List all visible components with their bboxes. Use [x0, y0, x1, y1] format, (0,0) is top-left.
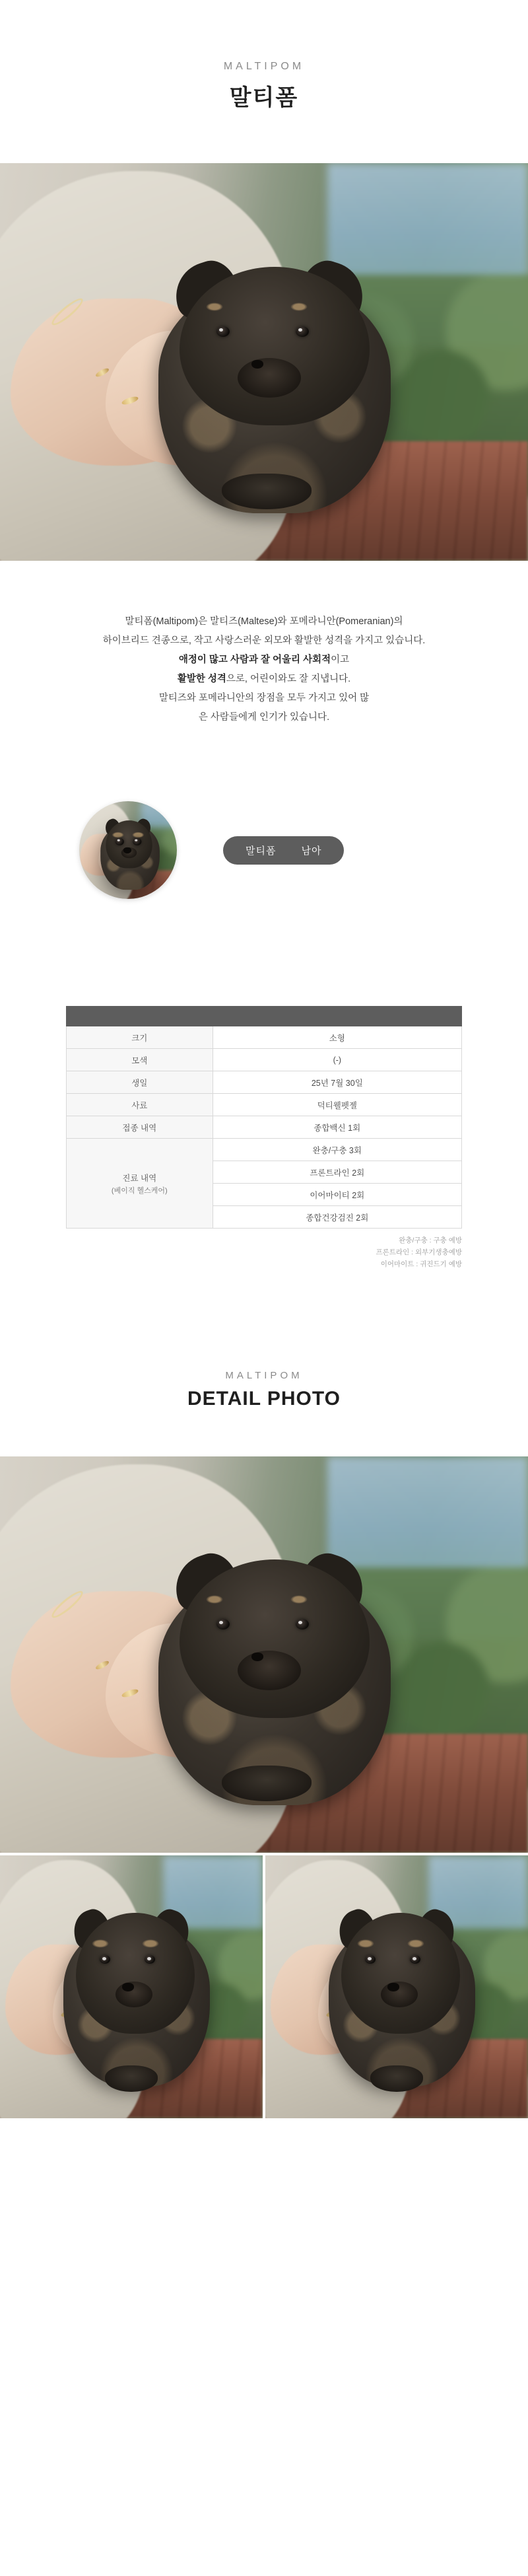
page-title-block — [0, 0, 528, 163]
description-line-4 — [40, 670, 488, 689]
detail-photo-large — [0, 1456, 528, 1853]
table-row-value: 종합백신 1회 — [213, 1116, 461, 1139]
hero-photo — [0, 163, 528, 561]
detail-title: DETAIL PHOTO — [187, 1387, 341, 1410]
table-row-label: 접종 내역 — [67, 1116, 213, 1139]
breed-description — [0, 561, 528, 727]
table-footnote — [66, 1235, 462, 1271]
table-row-label: 사료 — [67, 1094, 213, 1116]
table-row-value: 소형 — [213, 1026, 461, 1049]
detail-photo-left-image — [0, 1855, 263, 2118]
profile-name-tag — [223, 836, 344, 865]
table-header-col-2 — [213, 1007, 461, 1026]
avatar-photo-image — [79, 801, 177, 899]
table-header-col-1 — [67, 1007, 213, 1026]
info-table-wrap — [66, 1006, 462, 1229]
description-line-4-bold: 활발한 성격 — [177, 674, 226, 684]
table-row-value: 프론트라인 2회 — [213, 1161, 461, 1184]
detail-photo-row — [0, 1855, 528, 2118]
table-row — [67, 1049, 462, 1071]
detail-photo-right — [265, 1855, 528, 2118]
detail-eyebrow: MALTIPOM — [225, 1369, 303, 1381]
info-table-body — [67, 1026, 462, 1229]
table-row-value: (-) — [213, 1049, 461, 1071]
profile-gender-label: 남아 — [301, 845, 322, 857]
description-line-6: 은 사람들에게 인기가 있습니다. — [198, 712, 330, 723]
info-table-head — [67, 1007, 462, 1026]
detail-photo-large-image — [0, 1456, 528, 1853]
bottom-spacer — [0, 2118, 528, 2145]
table-row-label: 생일 — [67, 1071, 213, 1094]
description-line-2: 하이브리드 견종으로, 작고 사랑스러운 외모와 활발한 성격을 가지고 있습니다. — [102, 635, 426, 646]
table-row — [67, 1116, 462, 1139]
footnote-line-3: 이어마이트 : 귀진드기 예방 — [380, 1260, 462, 1268]
description-line-3-bold: 애정이 많고 사람과 잘 어울리 사회적 — [178, 655, 331, 665]
avatar — [79, 801, 177, 899]
detail-photo-right-image — [265, 1855, 528, 2118]
detail-photo-left — [0, 1855, 263, 2118]
table-row-value: 완충/구충 3회 — [213, 1139, 461, 1161]
description-line-3-rest: 이고 — [331, 655, 350, 665]
description-line-1: 말티폼(Maltipom)은 말티즈(Maltese)와 포메라니안(Pomeranian)의 — [125, 616, 403, 627]
info-table — [66, 1006, 462, 1229]
hero-photo-image — [0, 163, 528, 561]
footnote-line-1: 완충/구충 : 구충 예방 — [399, 1236, 462, 1244]
description-line-5: 말티즈와 포메라니안의 장점을 모두 가지고 있어 많 — [158, 693, 370, 703]
table-row-label-text: 진료 내역 — [122, 1173, 157, 1183]
table-row-label-sub: (베이직 헬스케어) — [111, 1186, 168, 1195]
title-eyebrow: MALTIPOM — [223, 61, 305, 72]
table-row-label: 크기 — [67, 1026, 213, 1049]
description-line-4-rest: 으로, 어린이와도 잘 지냅니다. — [226, 674, 351, 684]
table-row-value: 이어마이티 2회 — [213, 1184, 461, 1206]
table-row — [67, 1094, 462, 1116]
page-title: 말티폼 — [229, 85, 299, 110]
profile-breed-label: 말티폼 — [246, 845, 277, 857]
profile-section — [0, 801, 528, 927]
table-row — [67, 1139, 462, 1161]
description-line-3 — [40, 651, 488, 670]
table-row-label: 모색 — [67, 1049, 213, 1071]
table-row-value: 종합건강검진 2회 — [213, 1206, 461, 1229]
detail-photo-header — [0, 1271, 528, 1456]
footnote-line-2: 프론트라인 : 외부기생충예방 — [376, 1248, 462, 1256]
table-row-label-treatment — [67, 1139, 213, 1229]
table-header-row — [67, 1007, 462, 1026]
table-row — [67, 1071, 462, 1094]
table-row-value: 25년 7월 30일 — [213, 1071, 461, 1094]
table-row-value: 덕티웰펫젤 — [213, 1094, 461, 1116]
table-row — [67, 1026, 462, 1049]
